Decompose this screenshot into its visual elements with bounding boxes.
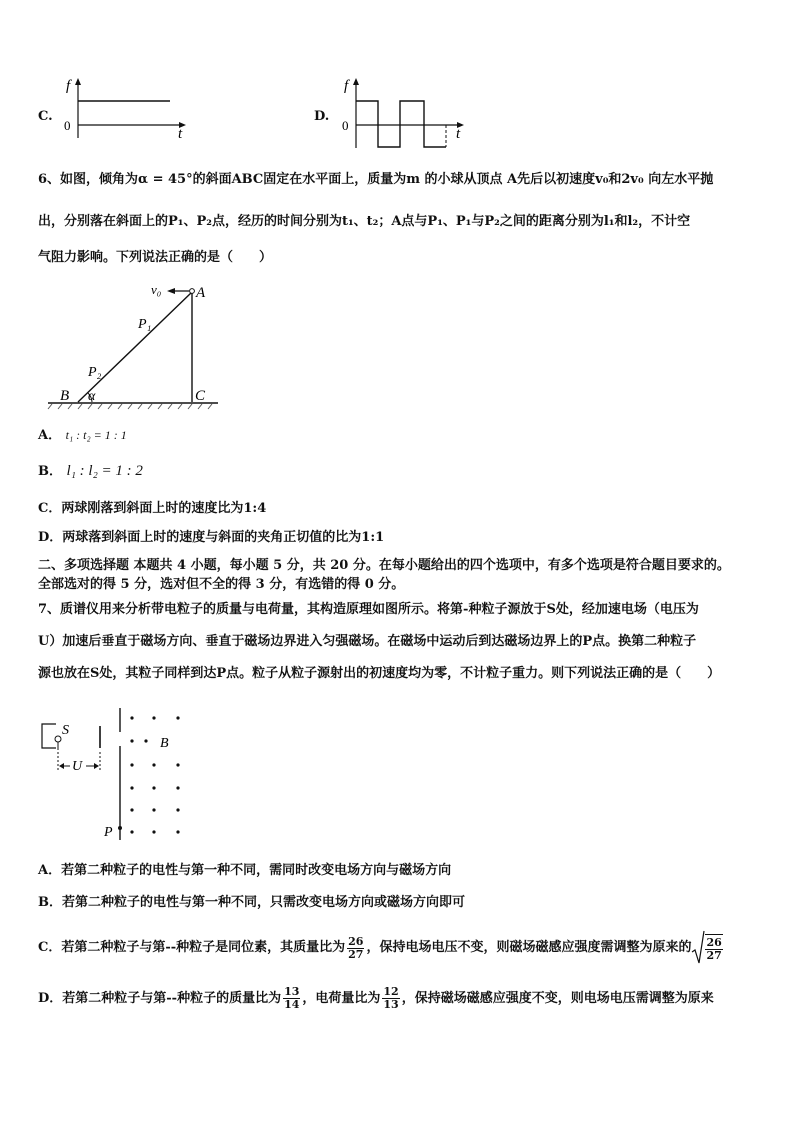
q6-stem-line2: 出，分别落在斜面上的P₁、P₂点，经历的时间分别为t₁、t₂；A点与P₁、P₁与P₂之间的距离分别为l₁和l₂，不计空	[38, 214, 691, 229]
angle-alpha-label: α	[88, 389, 96, 404]
point-p1-label: P₁	[138, 317, 152, 332]
q7-option-b: B．若第二种粒子的电性与第一种不同，只需改变电场方向或磁场方向即可	[38, 895, 465, 910]
graph-d-f-label: f	[344, 78, 349, 94]
graph-c	[58, 76, 198, 142]
sqrt-numerator: 26	[706, 936, 722, 949]
point-c-label: C	[195, 388, 206, 404]
graph-c-f-label: f	[66, 78, 71, 94]
fraction-numerator: 12	[383, 985, 399, 998]
sqrt-fraction	[705, 934, 722, 962]
q6-option-c-label: C．	[38, 501, 62, 516]
section2-instructions-line2: 全部选对的得 5 分，选对但不全的得 3 分，有选错的得 0 分。	[38, 577, 405, 592]
option-c-label: C.	[38, 109, 53, 124]
q6-option-a-text: t₁ : t₂ = 1 : 1	[65, 428, 127, 442]
q7-option-d-mid: ，电荷量比为	[302, 990, 381, 1006]
point-a-label: A	[196, 285, 206, 301]
sqrt-expression	[691, 930, 722, 966]
q6-option-b	[38, 462, 143, 481]
q6-option-c	[38, 500, 266, 518]
point-p2-label: P₂	[88, 365, 102, 380]
q7-option-d-suffix: ，保持磁场磁感应强度不变，则电场电压需调整为原来	[401, 990, 714, 1006]
q6-option-c-text: 两球刚落到斜面上时的速度比为1:4	[61, 501, 267, 516]
point-p-label: P	[104, 825, 113, 840]
source-s-label: S	[62, 723, 69, 738]
graph-d	[336, 76, 476, 152]
option-d-label: D.	[314, 109, 330, 124]
q6-option-b-label: B．	[38, 464, 62, 479]
fraction-denominator: 14	[284, 998, 300, 1011]
q6-stem-line1: 6、如图，倾角为α = 45°的斜面ABC固定在水平面上，质量为m 的小球从顶点 A先后以初速度v₀和2v₀ 向左水平抛	[38, 172, 714, 187]
fraction-denominator: 27	[348, 947, 364, 961]
q7-option-c-suffix: ，保持电场电压不变，则磁场磁感应强度需调整为原来的	[366, 940, 692, 955]
q7-stem-line3: 源也放在S处，其粒子同样到达P点。粒子从粒子源射出的初速度均为零，不计粒子重力。则下列说法正确的是（ ）	[38, 666, 721, 681]
q6-option-a	[38, 426, 127, 445]
graph-d-t-label: t	[456, 126, 461, 142]
q6-option-a-label: A．	[38, 428, 62, 443]
q7-option-d-mass-ratio	[283, 986, 300, 1011]
graph-d-origin-label: 0	[342, 118, 349, 133]
q7-option-d-prefix: D．若第二种粒子与第--种粒子的质量比为	[38, 990, 282, 1006]
q7-option-c-mass-ratio	[347, 936, 364, 961]
q7-stem-line1: 7、质谱仪用来分析带电粒子的质量与电荷量，其构造原理如图所示。将第-种粒子源放于S处，经加速电场（电压为	[38, 602, 699, 617]
q7-option-c-prefix: C．若第二种粒子与第--种粒子是同位素，其质量比为	[38, 940, 346, 955]
q6-incline-figure	[44, 278, 224, 413]
q7-option-d-charge-ratio	[382, 986, 399, 1011]
section2-instructions-line1: 二、多项选择题 本题共 4 小题，每小题 5 分，共 20 分。在每小题给出的四个选项中，有多个选项是符合题目要求的。	[38, 558, 730, 573]
q7-option-c	[38, 930, 723, 966]
q6-option-d	[38, 529, 384, 547]
q6-option-b-text: l₁ : l₂ = 1 : 2	[66, 463, 143, 479]
sqrt-radical-icon	[691, 930, 705, 966]
graph-c-origin-label: 0	[64, 118, 71, 133]
v0-label: v₀	[151, 282, 162, 297]
fraction-numerator: 13	[284, 985, 300, 998]
voltage-u-label: U	[72, 759, 83, 774]
q7-option-d	[38, 986, 714, 1011]
q7-stem-line2: U）加速后垂直于磁场方向、垂直于磁场边界进入匀强磁场。在磁场中运动后到达磁场边界上的P点。换第二种粒子	[38, 634, 697, 649]
q7-mass-spectrometer-figure	[36, 704, 196, 844]
fraction-numerator: 26	[348, 934, 364, 948]
q6-stem-line3: 气阻力影响。下列说法正确的是（ ）	[38, 250, 273, 265]
q7-option-a: A．若第二种粒子的电性与第一种不同，需同时改变电场方向与磁场方向	[38, 863, 452, 878]
graph-c-t-label: t	[178, 126, 183, 142]
field-b-label: B	[160, 736, 169, 751]
fraction-denominator: 13	[383, 998, 399, 1011]
sqrt-denominator: 27	[706, 949, 722, 962]
point-b-label: B	[60, 388, 70, 404]
q6-option-d-text: 两球落到斜面上时的速度与斜面的夹角正切值的比为1:1	[62, 530, 385, 545]
q6-option-d-label: D．	[38, 530, 63, 545]
